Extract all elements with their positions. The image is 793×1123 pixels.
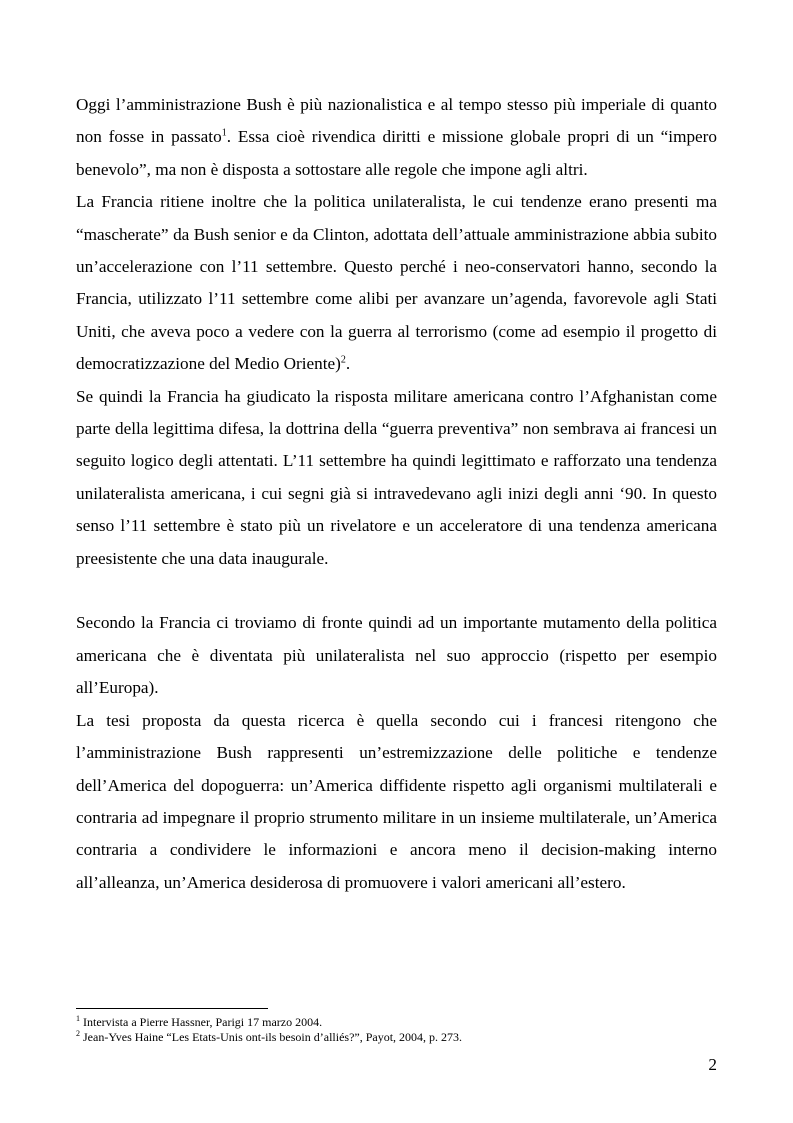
body-text bbox=[76, 89, 717, 899]
paragraph-5: La tesi proposta da questa ricerca è quella secondo cui i francesi ritengono che l’amministrazione Bush rappresenti un’estremizzazione delle politiche e tendenze dell’America del dopoguerra: un’America diffidente rispetto agli organismi multilaterali e contraria ad impegnare il proprio strumento militare in un insieme multilaterale, un’America contraria a condividere le informazioni e ancora meno il decision-making interno all’alleanza, un’America desiderosa di promuovere i valori americani all’estero. bbox=[76, 710, 717, 892]
paragraph-1: Oggi l’amministrazione Bush è più nazionalistica e al tempo stesso più imperiale di quanto non fosse in passato$^1$. Essa cioè rivendica diritti e missione globale propri di un “impero benevolo”, ma non è disposta a sottostare alle regole che impone agli altri. bbox=[76, 95, 717, 179]
paragraph-2: La Francia ritiene inoltre che la politica unilateralista, le cui tendenze erano presenti ma “mascherate” da Bush senior e da Clinton, adottata dell’attuale amministrazione abbia subito un’accelerazione con l’11 settembre. Questo perché i neo-conservatori hanno, secondo la Francia, utilizzato l’11 settembre come alibi per avanzare un’agenda, favorevole agli Stati Uniti, che aveva poco a vedere con la guerra al terrorismo (come ad esempio il progetto di democratizzazione del Medio Oriente)$^2$. bbox=[76, 192, 717, 374]
footnote-ref-1: 1 bbox=[221, 127, 227, 139]
footnote-mark-1: 1 bbox=[76, 1014, 80, 1023]
footnote-separator bbox=[76, 1008, 268, 1009]
footnote-ref-2: 2 bbox=[340, 354, 346, 366]
paragraph-3: Se quindi la Francia ha giudicato la risposta militare americana contro l’Afghanistan come parte della legittima difesa, la dottrina della “guerra preventiva” non sembrava ai francesi un seguito logico degli attentati. L’11 settembre ha quindi legittimato e rafforzato una tendenza unilateralista americana, i cui segni già si intravedevano agli inizi degli anni ‘90. In questo senso l’11 settembre è stato più un rivelatore e un acceleratore di una tendenza americana preesistente che una data inaugurale. bbox=[76, 386, 717, 568]
footnotes bbox=[76, 1015, 717, 1045]
paragraph-4: Secondo la Francia ci troviamo di fronte quindi ad un importante mutamento della politica americana che è diventata più unilateralista nel suo approccio (rispetto per esempio all’Europa). bbox=[76, 613, 717, 698]
page-number: 2 bbox=[708, 1055, 717, 1074]
footnote-1: $^1$ Intervista a Pierre Hassner, Parigi 17 marzo 2004. bbox=[76, 1014, 323, 1029]
footnote-2: $^2$ Jean-Yves Haine “Les Etats-Unis ont-ils besoin d’alliés?”, Payot, 2004, p. 273. bbox=[76, 1029, 463, 1044]
footnote-mark-2: 2 bbox=[76, 1029, 80, 1038]
